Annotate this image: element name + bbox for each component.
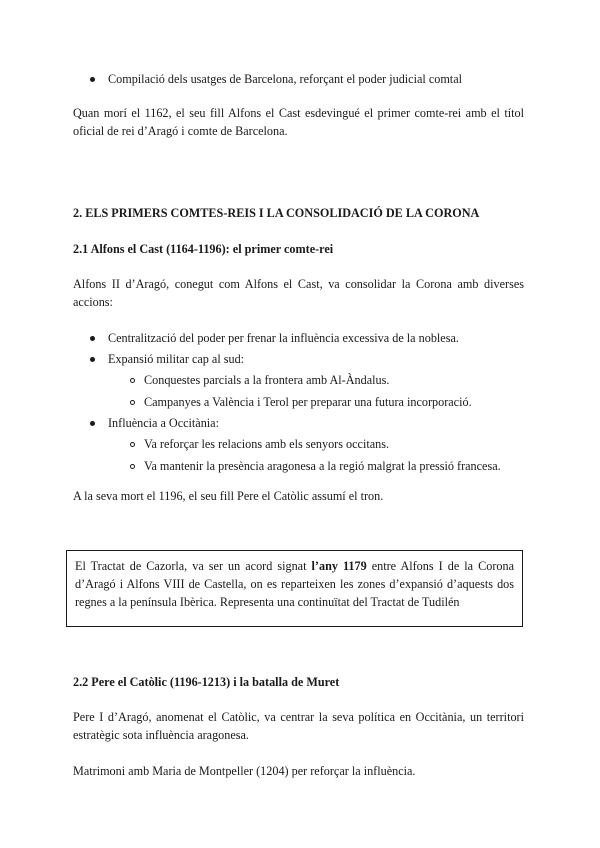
bullet-dot [90,357,95,362]
list-item-centralitzacio: Centralització del poder per frenar la influència excessiva de la noblesa. [108,331,459,345]
paragraph-pere-catolic: Pere I d’Aragó, anomenat el Catòlic, va centrar la seva política en Occitània, un territori estratègic sota influència aragonesa. [73,710,524,742]
paragraph-alfons-intro: Alfons II d’Aragó, conegut com Alfons el Cast, va consolidar la Corona amb diverses accions: [73,277,524,309]
sub-bullet-circle [130,378,135,383]
info-box-tractat-cazorla [66,550,523,627]
bullet-dot [90,77,95,82]
sub-bullet-circle [130,442,135,447]
list-item-compilacio: Compilació dels usatges de Barcelona, reforçant el poder judicial comtal [108,72,462,86]
info-box-text [75,557,514,611]
sub-list-item-campanyes: Campanyes a València i Terol per preparar una futura incorporació. [144,395,472,409]
info-box-text-part: entre Alfons I de la Corona d’Aragó i Alfons VIII de Castella, on es reparteixen les zones d’expansió d’aquests dos regnes a la península Ibèrica. Representa una continuïtat del Tractat de Tudilén [75,559,514,609]
subsection-heading-2-1: 2.1 Alfons el Cast (1164-1196): el primer comte-rei [73,242,334,256]
info-box-bold-year: l’any 1179 [311,559,367,573]
subsection-heading-2-2: 2.2 Pere el Catòlic (1196-1213) i la batalla de Muret [73,675,340,689]
bullet-dot [90,336,95,341]
bullet-dot [90,421,95,426]
section-heading-2: 2. ELS PRIMERS COMTES-REIS I LA CONSOLIDACIÓ DE LA CORONA [73,206,480,220]
info-box-text-part: El Tractat de Cazorla, va ser un acord signat [75,559,312,573]
sub-bullet-circle [130,464,135,469]
sub-bullet-circle [130,400,135,405]
list-item-expansio: Expansió militar cap al sud: [108,352,245,366]
paragraph-matrimoni: Matrimoni amb Maria de Montpeller (1204) per reforçar la influència. [73,764,416,778]
sub-list-item-presencia: Va mantenir la presència aragonesa a la regió malgrat la pressió francesa. [144,459,501,473]
paragraph-mort-1196: A la seva mort el 1196, el seu fill Pere el Catòlic assumí el tron. [73,489,384,503]
sub-list-item-relacions: Va reforçar les relacions amb els senyors occitans. [144,437,390,451]
list-item-occitania: Influència a Occitània: [108,416,219,430]
paragraph-mori: Quan morí el 1162, el seu fill Alfons el Cast esdevingué el primer comte-rei amb el títol oficial de rei d’Aragó i comte de Barcelona. [73,106,524,138]
sub-list-item-conquestes: Conquestes parcials a la frontera amb Al-Àndalus. [144,373,390,387]
